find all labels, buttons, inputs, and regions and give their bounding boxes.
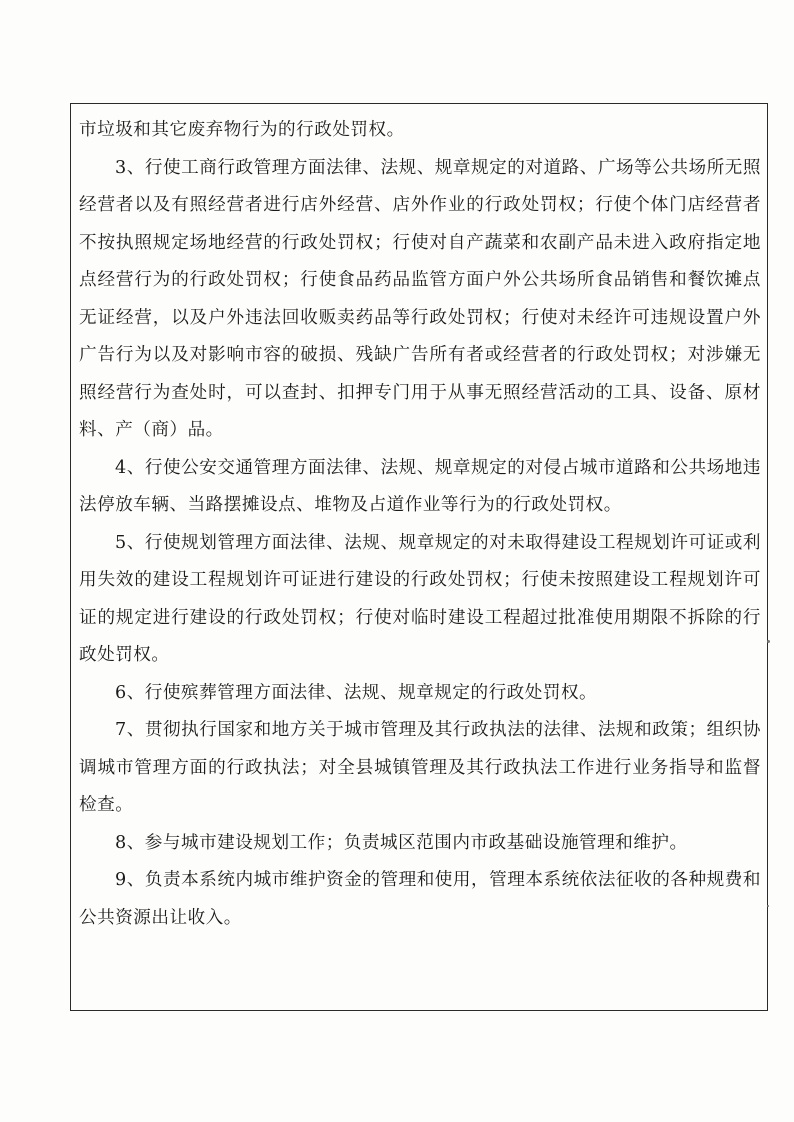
- scan-speck: [767, 640, 770, 643]
- paragraph-item-6: 6、行使殡葬管理方面法律、法规、规章规定的行政处罚权。: [115, 682, 598, 703]
- paragraph-item-5: 5、行使规划管理方面法律、法规、规章规定的对未取得建设工程规划许可证或利用失效的建设工程规划许可证进行建设的行政处罚权；行使未按照建设工程规划许可证的规定进行建设的行政处罚权；行使对临时建设工程超过批准使用期限不拆除的行政处罚权。: [79, 532, 761, 665]
- paragraph-item-4: 4、行使公安交通管理方面法律、法规、规章规定的对侵占城市道路和公共场地违法停放车辆、当路摆摊设点、堆物及占道作业等行为的行政处罚权。: [79, 457, 761, 515]
- paragraph-item-8: 8、参与城市建设规划工作；负责城区范围内市政基础设施管理和维护。: [115, 832, 688, 853]
- paragraph-continuation: 市垃圾和其它废弃物行为的行政处罚权。: [79, 120, 405, 140]
- document-body: [79, 112, 761, 937]
- paragraph-item-7: 7、贯彻执行国家和地方关于城市管理及其行政执法的法律、法规和政策；组织协调城市管理方面的行政执法；对全县城镇管理及其行政执法工作进行业务指导和监督检查。: [79, 720, 761, 815]
- paragraph-item-9: 9、负责本系统内城市维护资金的管理和使用，管理本系统依法征收的各种规费和公共资源出让收入。: [79, 870, 761, 928]
- paragraph-item-3: 3、行使工商行政管理方面法律、法规、规章规定的对道路、广场等公共场所无照经营者以及有照经营者进行店外经营、店外作业的行政处罚权；行使个体门店经营者不按执照规定场地经营的行政处罚权；行使对自产蔬菜和农副产品未进入政府指定地点经营行为的行政处罚权；行使食品药品监管方面户外公共场所食品销售和餐饮摊点无证经营，以及户外违法回收贩卖药品等行政处罚权；行使对未经许可违规设置户外广告行为以及对影响市容的破损、残缺广告所有者或经营者的行政处罚权；对涉嫌无照经营行为查处时，可以查封、扣押专门用于从事无照经营活动的工具、设备、原材料、产（商）品。: [79, 157, 761, 440]
- scan-speck: [767, 905, 769, 907]
